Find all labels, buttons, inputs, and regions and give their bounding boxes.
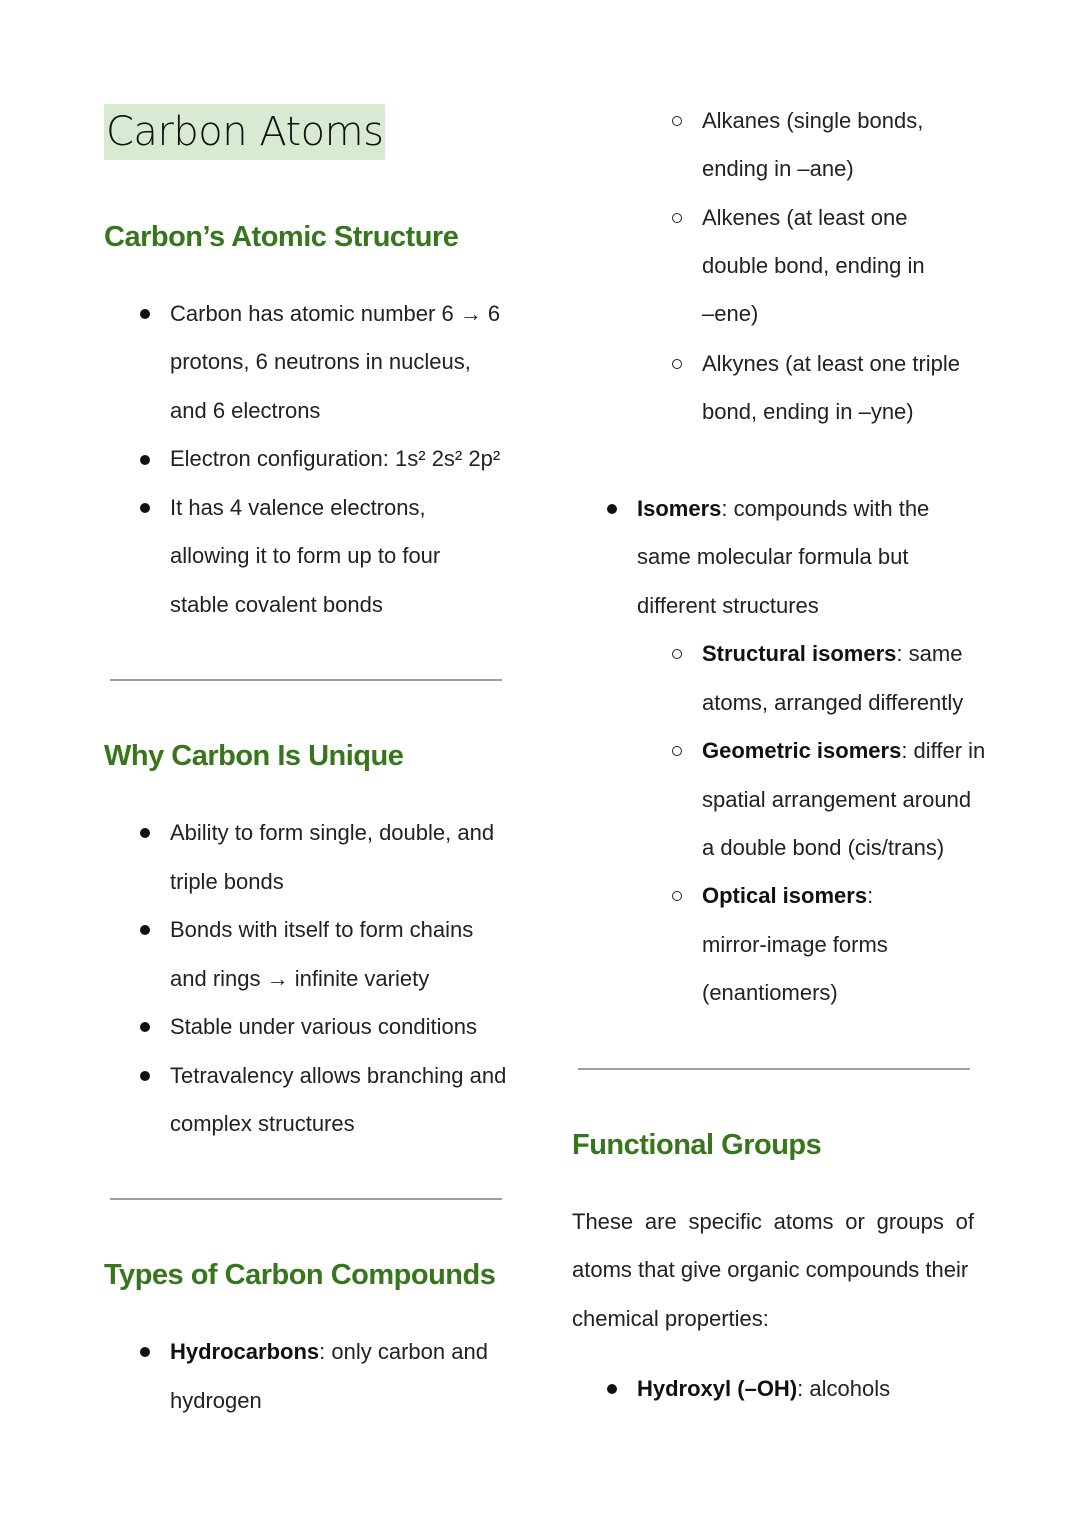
text-line: Stable under various conditions (170, 1014, 477, 1039)
text-line: double bond, ending in (702, 253, 925, 278)
sub-bullet-icon (672, 116, 682, 126)
text-line: stable covalent bonds (170, 592, 383, 617)
term-geometric-isomers: Geometric isomers (702, 738, 902, 763)
text-line: Alkynes (at least one triple (702, 351, 961, 376)
bullet-icon (140, 828, 150, 838)
text-line: and 6 electrons (170, 398, 321, 423)
text-line: different structures (637, 593, 819, 618)
heading-atomic-structure: Carbon’s Atomic Structure (104, 221, 459, 253)
bullet-icon (140, 309, 150, 319)
sub-bullet-icon (672, 359, 682, 369)
text-line: Ability to form single, double, and (170, 820, 495, 845)
bullet-icon (140, 455, 150, 465)
heading-types: Types of Carbon Compounds (104, 1259, 496, 1291)
bullet-icon (140, 1022, 150, 1032)
text-line (702, 630, 962, 678)
sub-bullet-icon (672, 649, 682, 659)
text-fragment: : (867, 883, 874, 908)
heading-why-unique: Why Carbon Is Unique (104, 740, 404, 772)
bullet-icon (140, 1071, 150, 1081)
text-line: complex structures (170, 1111, 355, 1136)
sub-bullet-icon (672, 891, 682, 901)
text-line: Alkanes (single bonds, (702, 108, 924, 133)
term-isomers: Isomers (637, 496, 722, 521)
text-line: ending in –ane) (702, 156, 854, 181)
bullet-icon (140, 503, 150, 513)
text-line: (enantiomers) (702, 980, 838, 1005)
text-line (702, 872, 873, 920)
text-fragment: : differ in (901, 738, 986, 763)
text-fragment: : alcohols (797, 1376, 891, 1401)
text-line: mirror-image forms (702, 932, 888, 957)
text-line (637, 1365, 890, 1413)
text-line: spatial arrangement around (702, 787, 972, 812)
divider (110, 1198, 502, 1200)
text-line (170, 1328, 488, 1376)
sub-bullet-icon (672, 746, 682, 756)
text-line: hydrogen (170, 1388, 262, 1413)
text-line: and rings → infinite variety (170, 966, 430, 991)
sub-bullet-icon (672, 213, 682, 223)
term-hydrocarbons: Hydrocarbons (170, 1339, 320, 1364)
text-line: atoms, arranged differently (702, 690, 964, 715)
text-line: Carbon has atomic number 6 → 6 (170, 301, 501, 326)
text-line: protons, 6 neutrons in nucleus, (170, 349, 471, 374)
bullet-icon (140, 925, 150, 935)
term-hydroxyl: Hydroxyl (–OH) (637, 1376, 798, 1401)
text-line: Alkenes (at least one (702, 205, 908, 230)
text-line (637, 485, 929, 533)
text-line: It has 4 valence electrons, (170, 495, 426, 520)
text-line (702, 727, 985, 775)
text-line: –ene) (702, 301, 759, 326)
text-line: triple bonds (170, 869, 284, 894)
text-line: Electron configuration: 1s² 2s² 2p² (170, 446, 501, 471)
text-line: atoms that give organic compounds their (572, 1257, 969, 1282)
bullet-icon (607, 504, 617, 514)
text-fragment: : only carbon and (319, 1339, 488, 1364)
bullet-icon (607, 1384, 617, 1394)
text-line: bond, ending in –yne) (702, 399, 914, 424)
text-line: a double bond (cis/trans) (702, 835, 945, 860)
text-line: Bonds with itself to form chains (170, 917, 474, 942)
bullet-icon (140, 1347, 150, 1357)
text-line: same molecular formula but (637, 544, 909, 569)
text-line: chemical properties: (572, 1306, 769, 1331)
text-line: These are specific atoms or groups of (572, 1209, 974, 1234)
heading-functional-groups: Functional Groups (572, 1129, 822, 1161)
document-title: Carbon Atoms (104, 104, 385, 160)
text-fragment: : compounds with the (721, 496, 930, 521)
term-structural-isomers: Structural isomers (702, 641, 897, 666)
text-line: allowing it to form up to four (170, 543, 441, 568)
divider (578, 1068, 970, 1070)
text-fragment: : same (896, 641, 963, 666)
term-optical-isomers: Optical isomers (702, 883, 868, 908)
divider (110, 679, 502, 681)
text-line: Tetravalency allows branching and (170, 1063, 507, 1088)
